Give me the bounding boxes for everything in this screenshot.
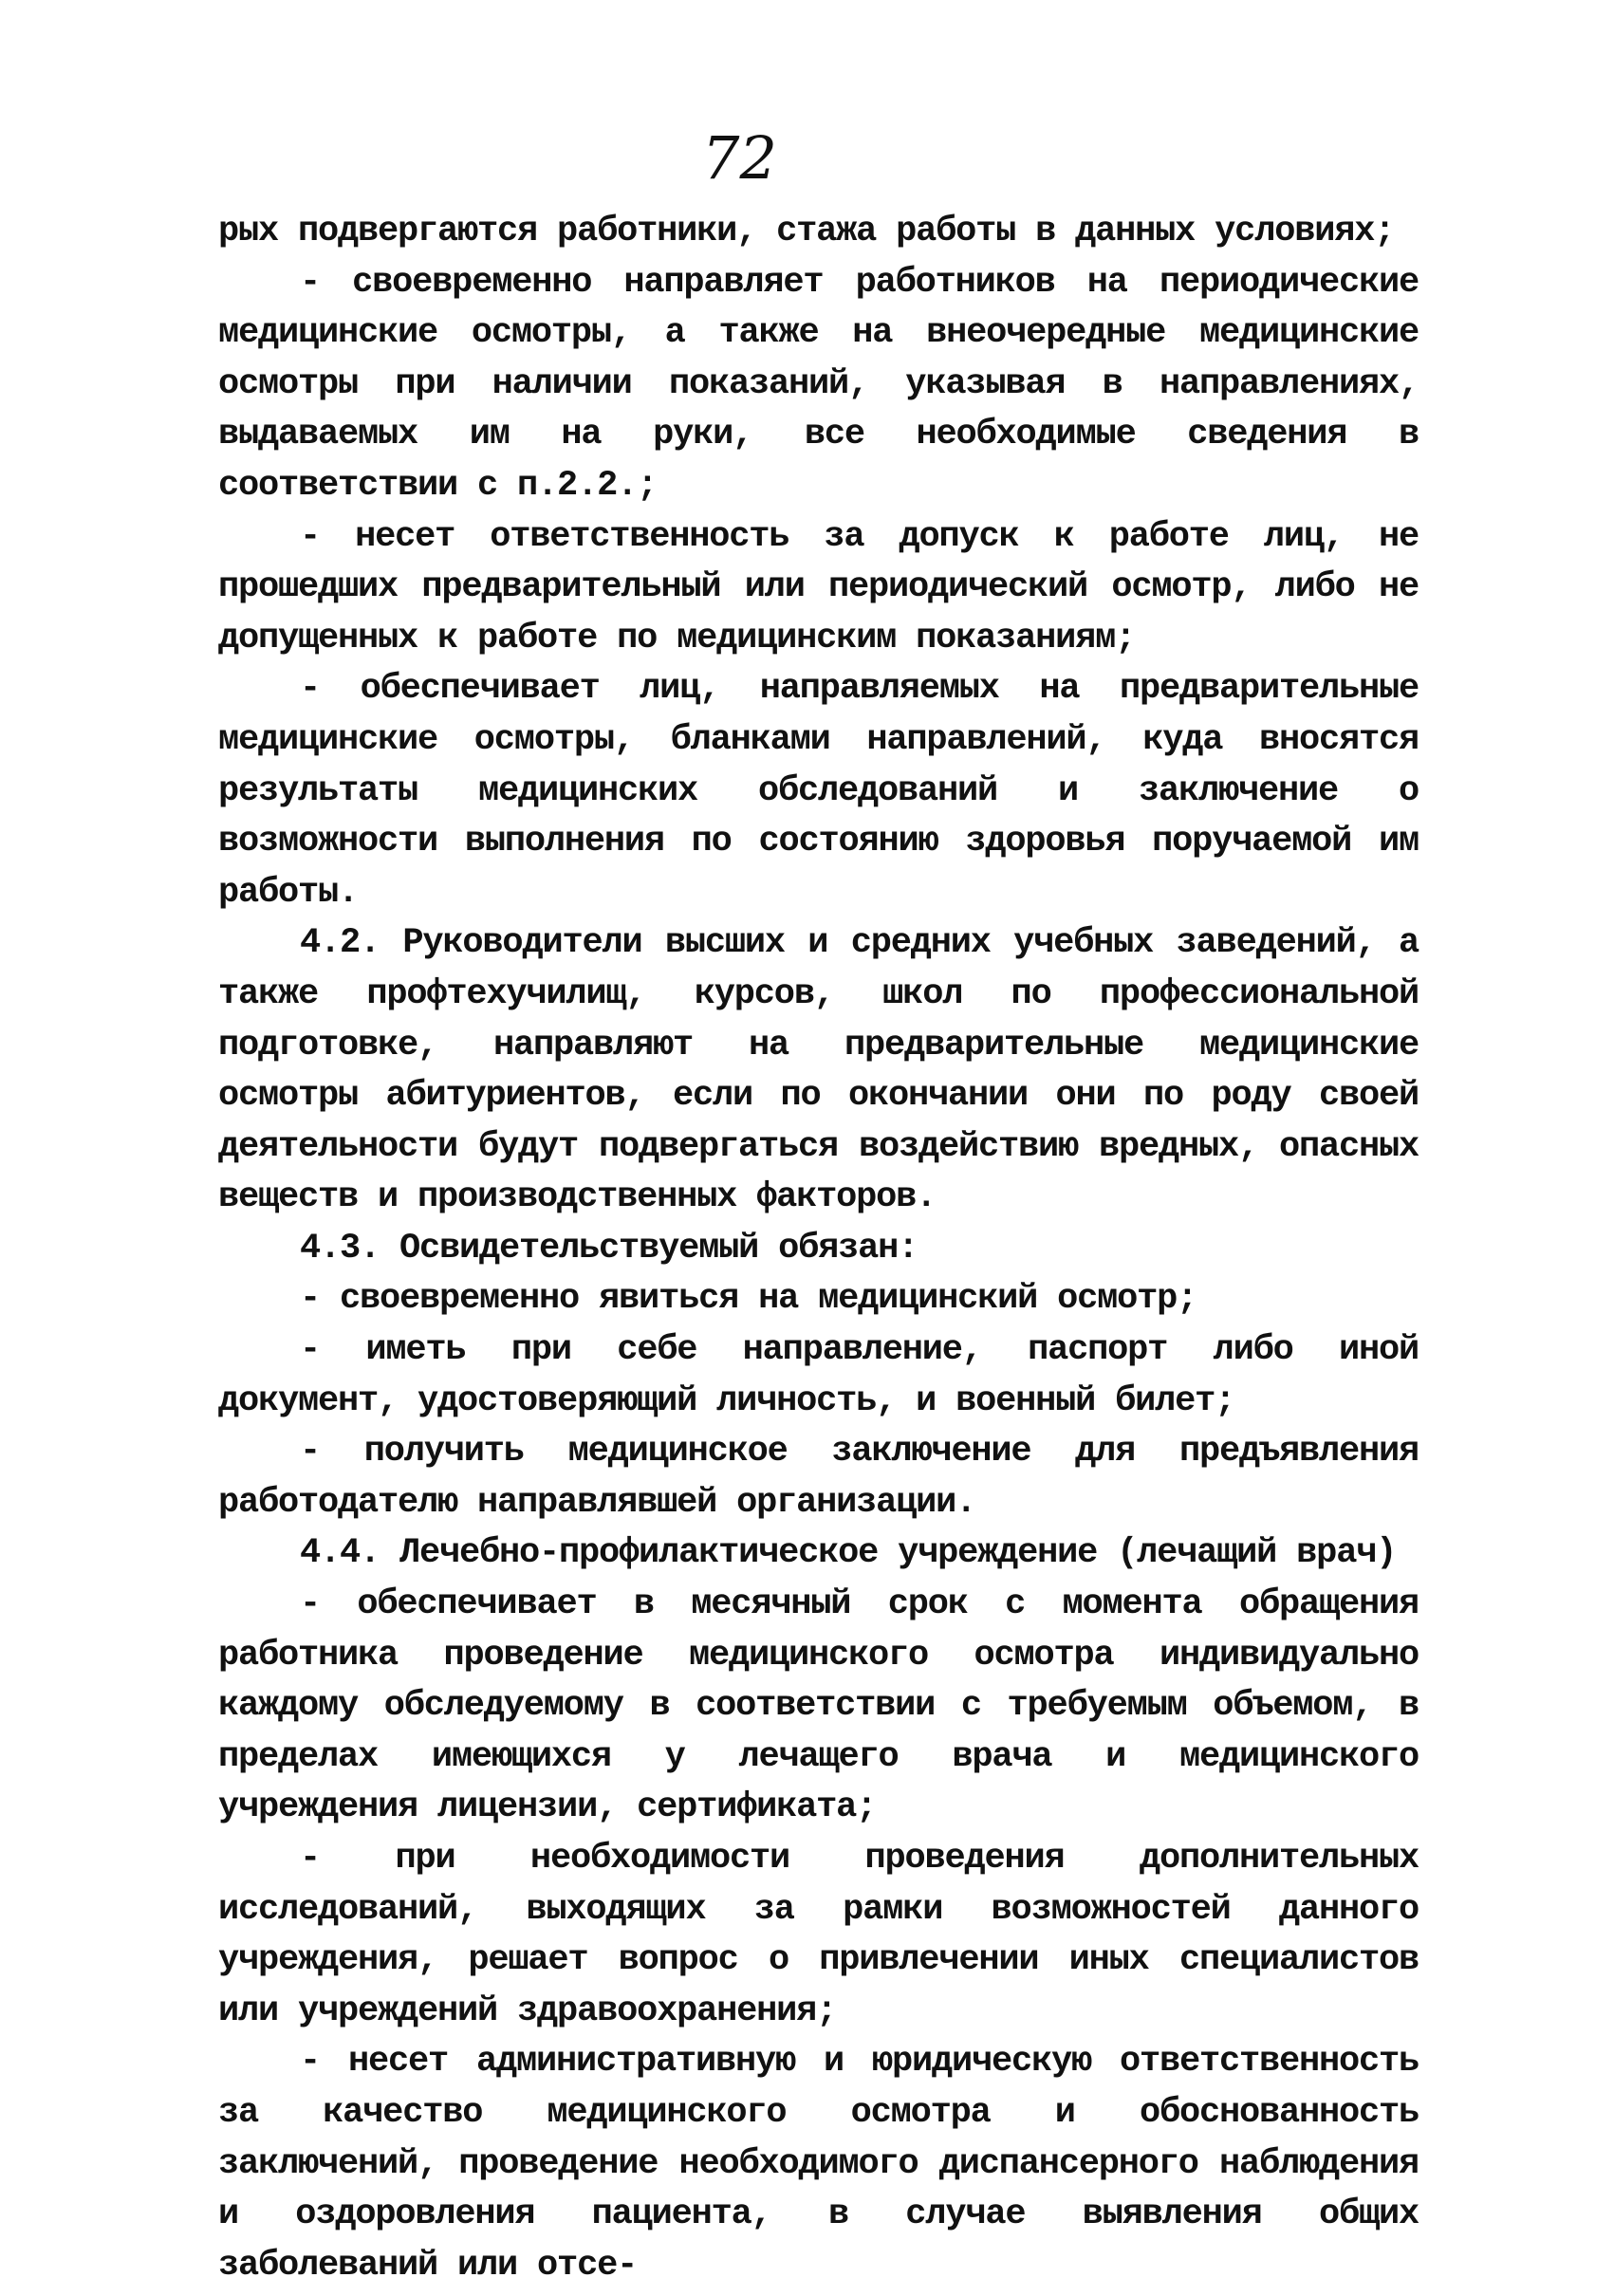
- paragraph-obtain-conclusion: - получить медицинское заключение для предъявления работодателю направлявшей организации.: [218, 1432, 1419, 1523]
- paragraph-referral-forms: - обеспечивает лиц, направляемых на предварительные медицинские осмотры, бланками направлений, куда вносятся результаты медицинских обследований и заключение о возможности выполнения по состоянию здоровья поручаемой им работы.: [218, 669, 1419, 913]
- paragraph-appear-on-time: - своевременно явиться на медицинский осмотр;: [300, 1279, 1197, 1320]
- document-body: [218, 207, 1419, 2291]
- paragraph-responsibility-admission: - несет ответственность за допуск к работе лиц, не прошедших предварительный или периодический осмотр, либо не допущенных к работе по медицинским показаниям;: [218, 516, 1419, 658]
- paragraph-send-to-periodic-exams: - своевременно направляет работников на периодические медицинские осмотры, а также на внеочередные медицинские осмотры при наличии показаний, указывая в направлениях, выдаваемых им на руки, все необходимые сведения в соответствии с п.2.2.;: [218, 262, 1419, 506]
- paragraph-legal-responsibility: - несет административную и юридическую ответственность за качество медицинского осмотра и обоснованность заключений, проведение необходимого диспансерного наблюдения и оздоровления пациента, в случае выявления общих заболеваний или отсе-: [218, 2042, 1419, 2286]
- paragraph-4-3-examinee-obliged: 4.3. Освидетельствуемый обязан:: [300, 1228, 918, 1268]
- paragraph-4-2-educational-heads: 4.2. Руководители высших и средних учебных заведений, а также профтехучилищ, курсов, школ по профессиональной подготовке, направляют на предварительные медицинские осмотры абитуриентов, если по окончании они по роду своей деятельности будут подвергаться воздействию вредных, опасных веществ и производственных факторов.: [218, 923, 1419, 1218]
- paragraph-4-4-medical-institution: 4.4. Лечебно-профилактическое учреждение (лечащий врач): [300, 1533, 1397, 1574]
- paragraph-continuation: рых подвергаются работники, стажа работы в данных условиях;: [218, 212, 1395, 251]
- paragraph-documents: - иметь при себе направление, паспорт либо иной документ, удостоверяющий личность, и военный билет;: [218, 1330, 1419, 1421]
- paragraph-additional-research: - при необходимости проведения дополнительных исследований, выходящих за рамки возможностей данного учреждения, решает вопрос о привлечении иных специалистов или учреждений здравоохранения;: [218, 1839, 1419, 2031]
- page-number: 72: [702, 123, 777, 193]
- paragraph-monthly-exam: - обеспечивает в месячный срок с момента обращения работника проведение медицинского осмотра индивидуально каждому обследуемому в соответствии с требуемым объемом, в пределах имеющихся у лечащего врача и медицинского учреждения лицензии, сертификата;: [218, 1584, 1419, 1828]
